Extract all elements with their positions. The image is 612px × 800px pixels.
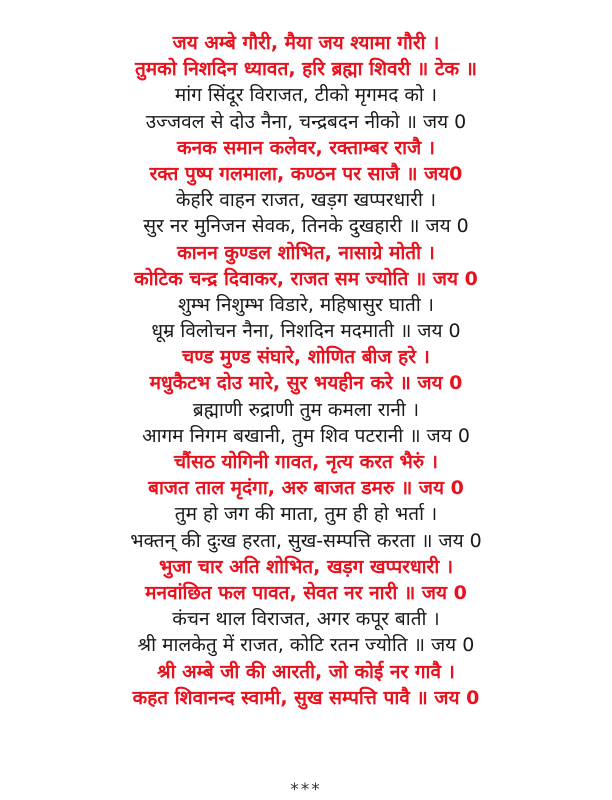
verse-line: कंचन थाल विराजत, अगर कपूर बाती । [172, 608, 440, 631]
aarti-text [0, 30, 612, 711]
verse-line: जय अम्बे गौरी, मैया जय श्यामा गौरी । [172, 32, 440, 54]
verse-line: मधुकैटभ दोउ मारे, सुर भयहीन करे ॥ जय 0 [149, 372, 463, 395]
verse-line: केहरि वाहन राजत, खड़ग खप्परधारी । [175, 189, 437, 212]
verse-line: सुर नर मुनिजन सेवक, तिनके दुखहारी ॥ जय 0 [143, 215, 469, 238]
verse-line: शुम्भ निशुम्भ विडारे, महिषासुर घाती । [178, 293, 434, 316]
verse-line: श्री मालकेतु में राजत, कोटि रतन ज्योति ॥ जय 0 [137, 634, 475, 657]
verse-line: तुम हो जग की माता, तुम ही हो भर्ता । [174, 503, 438, 526]
end-marker: *** [290, 780, 322, 800]
verse-line: कहत शिवानन्द स्वामी, सुख सम्पत्ति पावै ॥ जय 0 [132, 686, 480, 709]
verse-line: ब्रह्माणी रुद्राणी तुम कमला रानी । [192, 398, 420, 421]
verse-line: मांग सिंदूर विराजत, टीको मृगमद को । [174, 84, 438, 107]
verse-line: भुजा चार अति शोभित, खड़ग खप्परधारी । [158, 555, 454, 578]
verse-line: श्री अम्बे जी की आरती, जो कोई नर गावै । [157, 660, 455, 683]
verse-line: रक्त पुष्प गलमाला, कण्ठन पर साजै ॥ जय0 [149, 162, 463, 185]
verse-line: चण्ड मुण्ड संघारे, शोणित बीज हरे । [182, 346, 430, 369]
verse-line: तुमको निशदिन ध्यावत, हरि ब्रह्मा शिवरी ॥ टेक ॥ [134, 58, 478, 81]
verse-line: धूम्र विलोचन नैना, निशदिन मदमाती ॥ जय 0 [151, 320, 461, 343]
verse-line: कनक समान कलेवर, रक्ताम्बर राजै । [177, 136, 435, 159]
verse-line: आगम निगम बखानी, तुम शिव पटरानी ॥ जय 0 [142, 424, 470, 447]
verse-line: उज्जवल से दोउ नैना, चन्द्रबदन नीको ॥ जय 0 [145, 110, 467, 133]
verse-line: मनवांछित फल पावत, सेवत नर नारी ॥ जय 0 [145, 581, 467, 604]
verse-line: भक्तन् की दुःख हरता, सुख-सम्पत्ति करता ॥ जय 0 [130, 529, 482, 552]
verse-line: चौंसठ योगिनी गावत, नृत्य करत भैरुं । [173, 451, 438, 473]
verse-line: बाजत ताल मृदंगा, अरु बाजत डमरु ॥ जय 0 [148, 477, 464, 500]
verse-line: कानन कुण्डल शोभित, नासाग्रे मोती । [177, 241, 435, 264]
verse-line: कोटिक चन्द्र दिवाकर, राजत सम ज्योति ॥ जय 0 [134, 267, 478, 290]
